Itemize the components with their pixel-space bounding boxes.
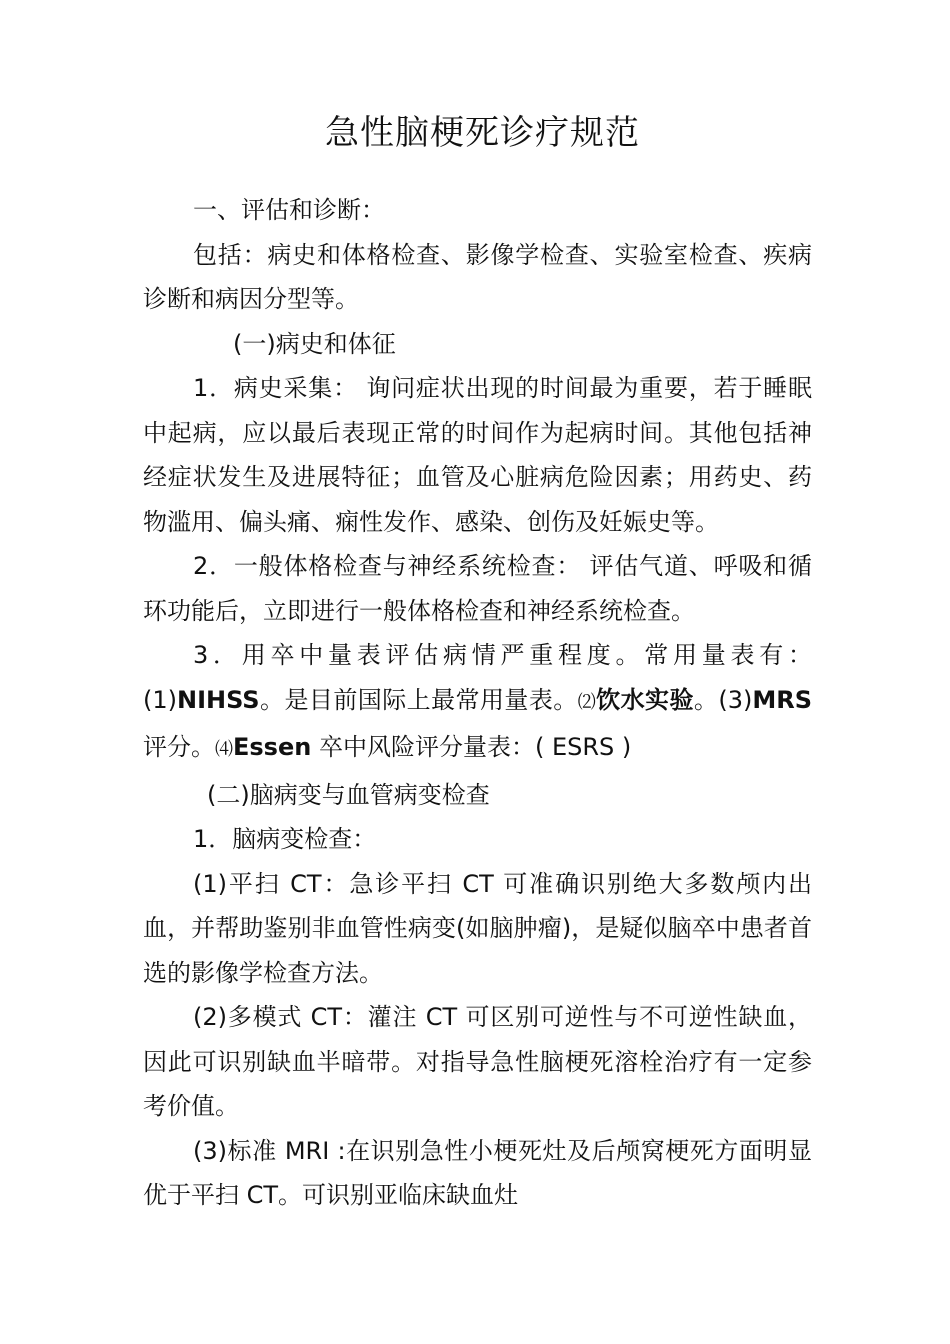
subsection-heading-history: (一)病史和体征 bbox=[233, 329, 396, 358]
scale1-name: NIHSS bbox=[177, 685, 260, 714]
paragraph-multimodal-ct: (2)多模式 CT：灌注 CT 可区别可逆性与不可逆性缺血，因此可识别缺血半暗带。对指导急性脑梗死溶栓治疗有一定参考价值。 bbox=[143, 1003, 812, 1120]
subsection-heading-imaging: (二)脑病变与血管病变检查 bbox=[207, 780, 490, 809]
scale2-num: ⑵ bbox=[577, 691, 597, 713]
scale1-num: (1) bbox=[143, 685, 177, 714]
scale4-name: Essen bbox=[233, 733, 312, 761]
scale3-desc: 评分。 bbox=[143, 733, 215, 761]
paragraph-physical-exam: 2．一般体格检查与神经系统检查： 评估气道、呼吸和循环功能后，立即进行一般体格检查和神经系统检查。 bbox=[143, 552, 812, 625]
scale3-name: MRS bbox=[752, 685, 812, 714]
scale2-name: 饮水实验 bbox=[596, 685, 694, 714]
scale2-end: 。 bbox=[693, 685, 719, 714]
scale3-num: (3) bbox=[718, 685, 753, 714]
section-heading-assessment: 一、评估和诊断： bbox=[193, 196, 385, 224]
document-title: 急性脑梗死诊疗规范 bbox=[325, 113, 640, 153]
scale1-desc: 。是目前国际上最常用量表。 bbox=[259, 685, 578, 714]
scale4-num: ⑷ bbox=[215, 739, 233, 760]
paragraph-history-taking: 1．病史采集： 询问症状出现的时间最为重要，若于睡眠中起病，应以最后表现正常的时间作为起病时间。其他包括神经症状发生及进展特征；血管及心脏病危险因素；用药史、药物滥用、偏头痛、痫性发作、感染、创伤及妊娠史等。 bbox=[143, 374, 812, 536]
paragraph-standard-mri: (3)标准 MRI :在识别急性小梗死灶及后颅窝梗死方面明显优于平扫 CT。可识别亚临床缺血灶 bbox=[143, 1136, 812, 1209]
scale4-desc: 卒中风险评分量表：( ESRS ) bbox=[311, 733, 632, 761]
paragraph-plain-ct: (1)平扫 CT：急诊平扫 CT 可准确识别绝大多数颅内出血，并帮助鉴别非血管性病变(如脑肿瘤)，是疑似脑卒中患者首选的影像学检查方法。 bbox=[143, 869, 812, 987]
paragraph-brain-lesion-exam: 1．脑病变检查： bbox=[193, 825, 377, 853]
scales-intro: 3．用卒中量表评估病情严重程度。常用量表有： bbox=[193, 641, 812, 669]
paragraph-stroke-scales bbox=[143, 633, 812, 773]
section-intro: 包括：病史和体格检查、影像学检查、实验室检查、疾病诊断和病因分型等。 bbox=[143, 240, 812, 313]
